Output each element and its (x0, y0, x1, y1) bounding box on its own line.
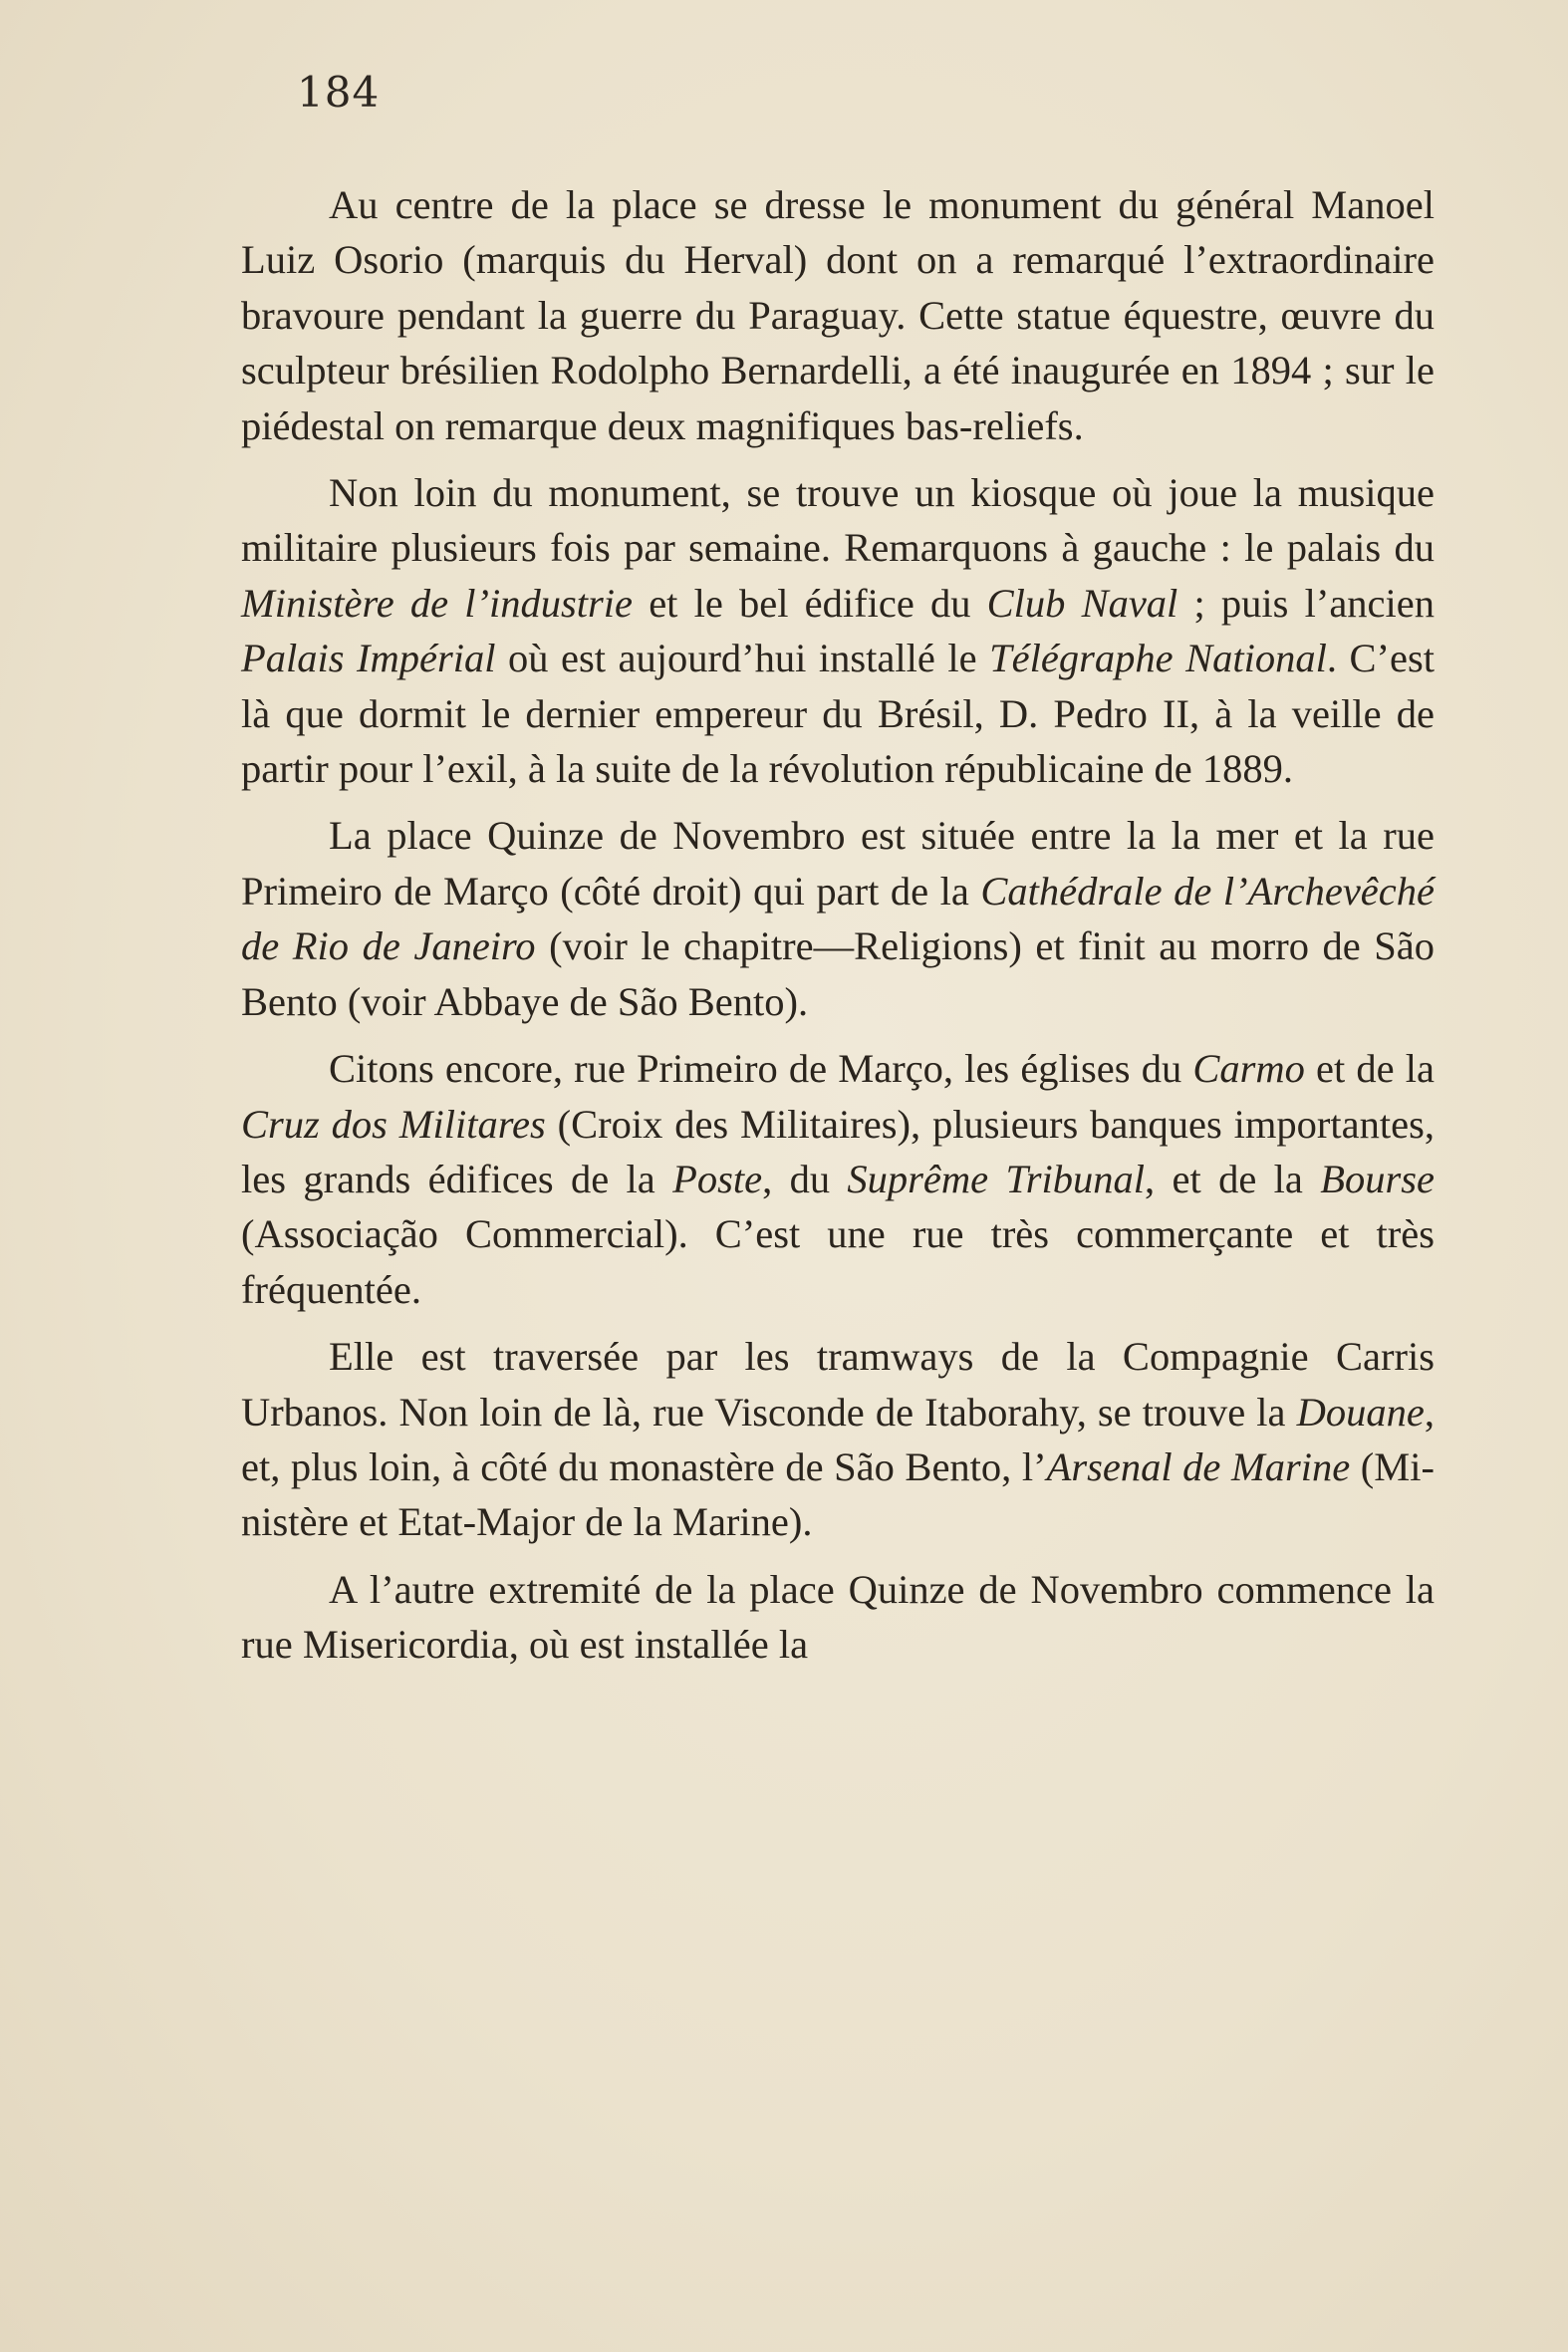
text-run: A l’autre extremité de la place Quinze de Novembro commence la rue Misericordia, où est installée la (241, 1566, 1435, 1668)
text-run: , et, plus loin, à côté du monastère de São Bento, l’ (241, 1389, 1435, 1489)
page-number: 184 (297, 68, 381, 117)
italic-term: Cathédrale de l’Archevêché de Rio de Janeiro (241, 868, 1435, 969)
italic-term: Ministère de l’industrie (241, 580, 634, 626)
italic-term: Bourse (1320, 1156, 1436, 1201)
italic-term: Club Naval (986, 580, 1178, 626)
paragraph (241, 1329, 1435, 1550)
body-text (241, 177, 1435, 1685)
italic-term: Suprême Tribunal (847, 1156, 1146, 1201)
italic-term: Palais Impérial (241, 636, 496, 681)
text-run: La place Quinze de Novembro est située entre la la mer et la rue Primeiro de Março (côté droit) qui part de la (241, 813, 1435, 914)
paragraph (241, 177, 1435, 453)
paragraph (241, 465, 1435, 796)
italic-term: Cruz dos Militares (241, 1101, 546, 1147)
text-run: ; puis l’ancien (1177, 580, 1436, 626)
text-run: et de la (1304, 1046, 1435, 1092)
text-run: (Ministère et Etat-Major de la Marine). (241, 1443, 1436, 1545)
text-run: (Croix des Militaires), plusieurs banques importantes, les grands édifices de la (241, 1101, 1435, 1201)
text-run: (voir le chapitre—Religions) et finit au morro de São Bento (voir Abbaye de São Bento). (241, 923, 1436, 1024)
italic-term: Douane (1296, 1389, 1425, 1435)
paragraph (241, 1562, 1435, 1673)
text-run: Au centre de la place se dresse le monument du général Manoel Luiz Osorio (marquis du Herval) dont on a remarqué l’extraordinaire bravoure pendant la guerre du Paraguay. Cette statue équestre, œuvre du sculpteur brésilien Rodolpho Bernardelli, a été inaugurée en 1894 ; sur le piédestal on remarque deux magnifiques bas-reliefs. (241, 182, 1435, 448)
paragraph (241, 1041, 1435, 1317)
text-run: où est aujourd’hui installé le (495, 636, 990, 681)
text-run: Non loin du monument, se trouve un kiosque où joue la musique militaire plusieurs fois par semaine. Remarquons à gauche : le palais du (241, 470, 1435, 571)
italic-term: Carmo (1192, 1046, 1305, 1092)
italic-term: Arsenal de Marine (1046, 1443, 1351, 1489)
italic-term: Télégraphe National (989, 636, 1327, 681)
text-run: (Associação Commercial). C’est une rue très commerçante et très fréquentée. (241, 1211, 1435, 1312)
italic-term: Poste (672, 1156, 763, 1201)
text-run: . C’est là que dormit le dernier empereur du Brésil, D. Pedro II, à la veille de partir pour l’exil, à la suite de la révolution républicaine de 1889. (241, 636, 1435, 792)
text-run: Elle est traversée par les tramways de la Compagnie Carris Urbanos. Non loin de là, rue Visconde de Itaborahy, se trouve la (241, 1334, 1435, 1435)
paragraph (241, 808, 1435, 1029)
text-run: et le bel édifice du (633, 580, 987, 626)
text-run: , et de la (1145, 1156, 1321, 1201)
text-run: , du (762, 1156, 848, 1201)
text-run: Citons encore, rue Primeiro de Março, les églises du (329, 1046, 1193, 1092)
